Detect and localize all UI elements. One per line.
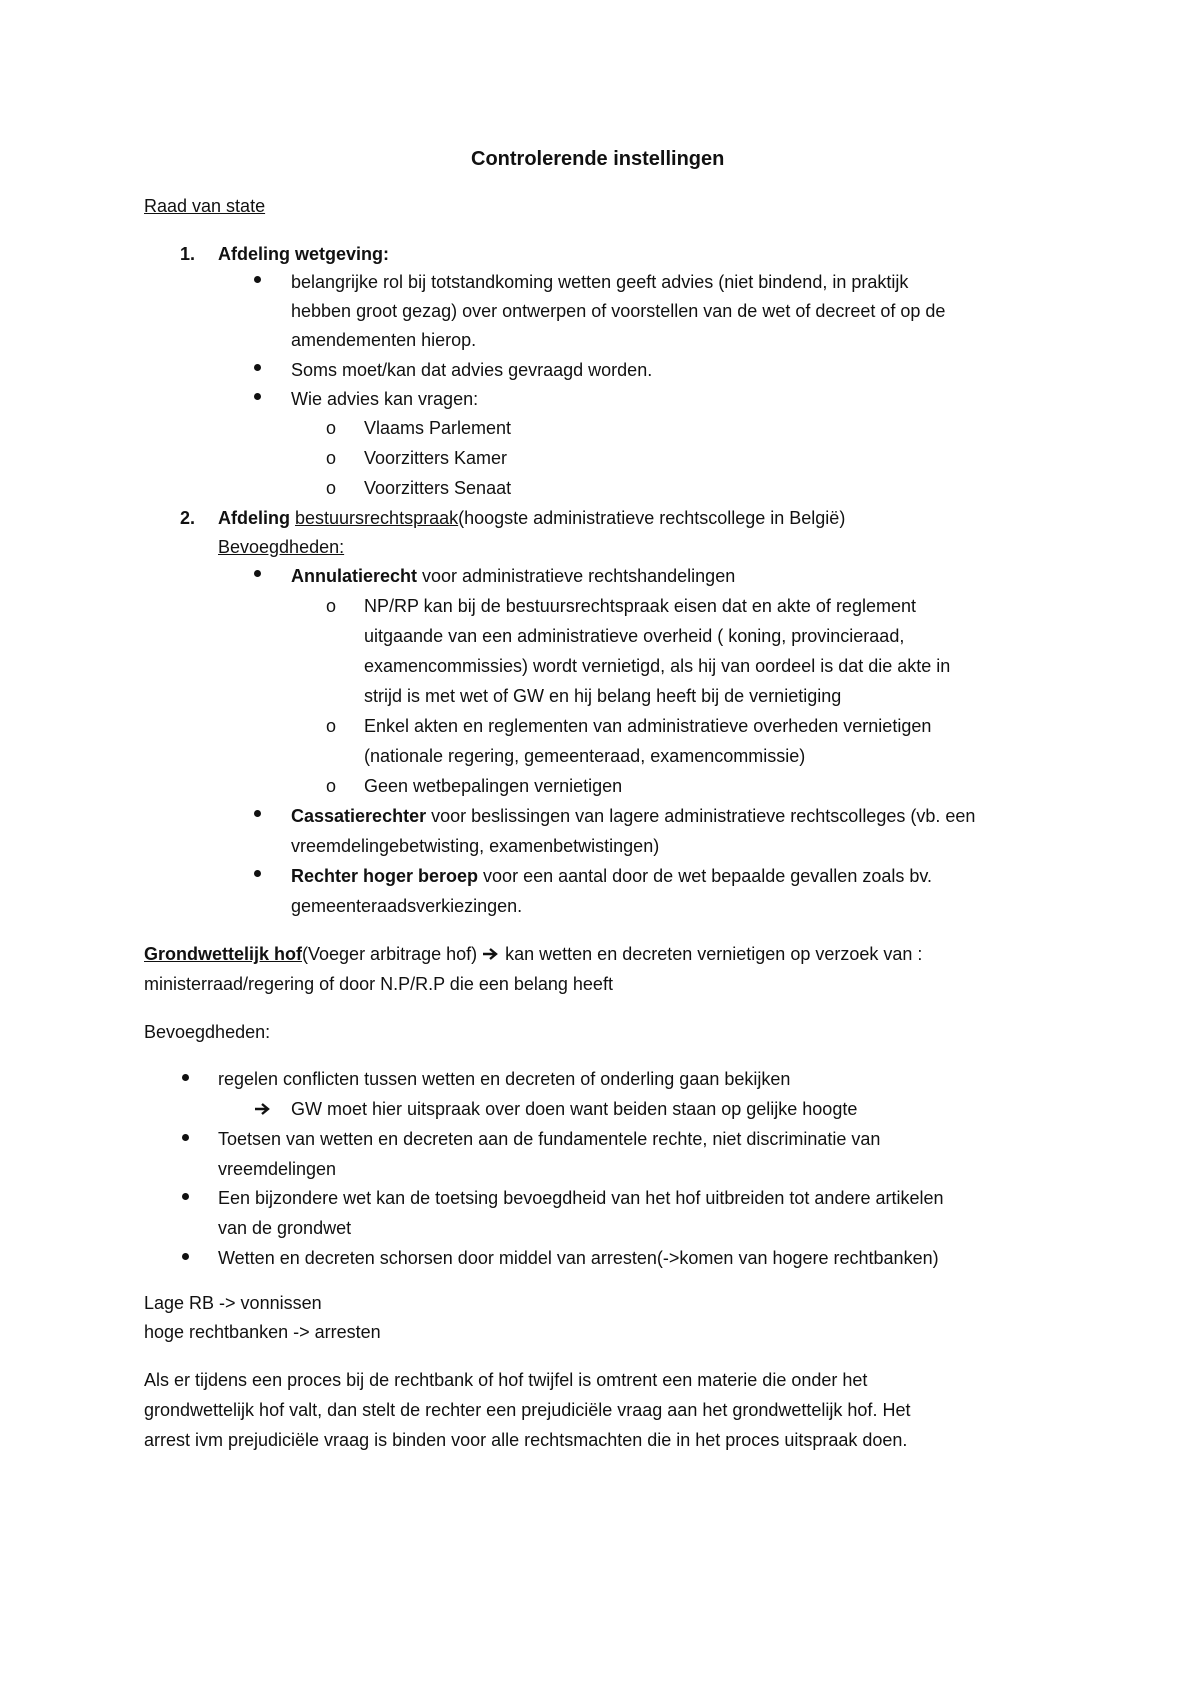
list-item: amendementen hierop. xyxy=(291,330,477,350)
list-item xyxy=(291,564,735,588)
term-bold: Rechter hoger beroep xyxy=(291,866,479,886)
page-title: Controlerende instellingen xyxy=(471,148,725,170)
bullet-dot-icon xyxy=(254,870,261,877)
section-heading-hof: Grondwettelijk hof xyxy=(144,944,303,964)
bevoegdheden-label: Bevoegdheden: xyxy=(218,537,345,557)
bullet-dot-icon xyxy=(254,364,261,371)
list-item: Voorzitters Senaat xyxy=(364,478,512,498)
hof-intro-line2: ministerraad/regering of door N.P/R.P die een belang heeft xyxy=(144,974,613,994)
list-item: belangrijke rol bij totstandkoming wetten geeft advies (niet bindend, in praktijk xyxy=(291,272,909,292)
bevoegdheden-label: Bevoegdheden: xyxy=(144,1022,271,1042)
bullet-dot-icon xyxy=(182,1253,189,1260)
bullet-dot-icon xyxy=(182,1134,189,1141)
term-bold: Cassatierechter xyxy=(291,806,427,826)
list-item: Vlaams Parlement xyxy=(364,418,512,438)
subsection-title-underlined: bestuursrechtspraak xyxy=(295,508,459,528)
paragraph-line: grondwettelijk hof valt, dan stelt de rechter een prejudiciële vraag aan het grondwettelijk hof. Het xyxy=(144,1400,911,1420)
circle-bullet-icon: o xyxy=(326,478,337,498)
list-item: uitgaande van een administratieve overheid ( koning, provincieraad, xyxy=(364,626,905,646)
list-item: Enkel akten en reglementen van administratieve overheden vernietigen xyxy=(364,716,932,736)
hof-intro xyxy=(144,942,922,966)
list-number: 2. xyxy=(180,508,196,528)
list-item: Soms moet/kan dat advies gevraagd worden. xyxy=(291,360,653,380)
list-item: Een bijzondere wet kan de toetsing bevoegdheid van het hof uitbreiden tot andere artikelen xyxy=(218,1188,944,1208)
bullet-dot-icon xyxy=(254,810,261,817)
list-item xyxy=(291,864,932,888)
list-item: strijd is met wet of GW en hij belang heeft bij de vernietiging xyxy=(364,686,842,706)
circle-bullet-icon: o xyxy=(326,716,337,736)
term-rest: voor beslissingen van lagere administratieve rechtscolleges (vb. een xyxy=(426,806,976,826)
bullet-dot-icon xyxy=(254,276,261,283)
bullet-dot-icon xyxy=(182,1074,189,1081)
paragraph-line: Als er tijdens een proces bij de rechtbank of hof twijfel is omtrent een materie die onder het xyxy=(144,1370,868,1390)
list-number: 1. xyxy=(180,244,196,264)
list-item: van de grondwet xyxy=(218,1218,352,1238)
right-arrow-icon xyxy=(482,947,500,961)
subsection-title-bold: Afdeling xyxy=(218,508,290,528)
list-item: GW moet hier uitspraak over doen want beiden staan op gelijke hoogte xyxy=(291,1099,858,1119)
circle-bullet-icon: o xyxy=(326,448,337,468)
subsection-title: Afdeling wetgeving: xyxy=(218,244,389,264)
list-item: gemeenteraadsverkiezingen. xyxy=(291,896,523,916)
subsection-title xyxy=(218,506,845,530)
bullet-dot-icon xyxy=(254,393,261,400)
hof-intro-after-arrow: kan wetten en decreten vernietigen op verzoek van : xyxy=(500,944,923,964)
list-item: Toetsen van wetten en decreten aan de fundamentele rechte, niet discriminatie van xyxy=(218,1129,881,1149)
list-item: vreemdelingen xyxy=(218,1159,337,1179)
list-item: hebben groot gezag) over ontwerpen of voorstellen van de wet of decreet of op de xyxy=(291,301,946,321)
paragraph-line: hoge rechtbanken -> arresten xyxy=(144,1322,381,1342)
term-rest: voor een aantal door de wet bepaalde gevallen zoals bv. xyxy=(478,866,933,886)
paragraph-line: arrest ivm prejudiciële vraag is binden voor alle rechtsmachten die in het proces uitspraak doen. xyxy=(144,1430,908,1450)
list-item xyxy=(291,804,975,828)
bullet-dot-icon xyxy=(182,1193,189,1200)
right-arrow-icon xyxy=(254,1102,272,1116)
list-item: Geen wetbepalingen vernietigen xyxy=(364,776,623,796)
list-item: regelen conflicten tussen wetten en decreten of onderling gaan bekijken xyxy=(218,1069,791,1089)
paragraph-line: Lage RB -> vonnissen xyxy=(144,1293,322,1313)
list-item: NP/RP kan bij de bestuursrechtspraak eisen dat en akte of reglement xyxy=(364,596,916,616)
term-bold: Annulatierecht xyxy=(291,566,418,586)
circle-bullet-icon: o xyxy=(326,596,337,616)
list-item: vreemdelingebetwisting, examenbetwistingen) xyxy=(291,836,660,856)
term-rest: voor administratieve rechtshandelingen xyxy=(417,566,736,586)
list-item: examencommissies) wordt vernietigd, als hij van oordeel is dat die akte in xyxy=(364,656,951,676)
list-item: (nationale regering, gemeenteraad, examencommissie) xyxy=(364,746,806,766)
list-item: Wie advies kan vragen: xyxy=(291,389,479,409)
circle-bullet-icon: o xyxy=(326,776,337,796)
circle-bullet-icon: o xyxy=(326,418,337,438)
list-item: Wetten en decreten schorsen door middel van arresten(->komen van hogere rechtbanken) xyxy=(218,1248,939,1268)
section-heading-raad: Raad van state xyxy=(144,196,266,216)
subsection-title-rest: (hoogste administratieve rechtscollege in België) xyxy=(458,508,846,528)
hof-intro-rest: (Voeger arbitrage hof) xyxy=(302,944,483,964)
bullet-dot-icon xyxy=(254,570,261,577)
list-item: Voorzitters Kamer xyxy=(364,448,508,468)
